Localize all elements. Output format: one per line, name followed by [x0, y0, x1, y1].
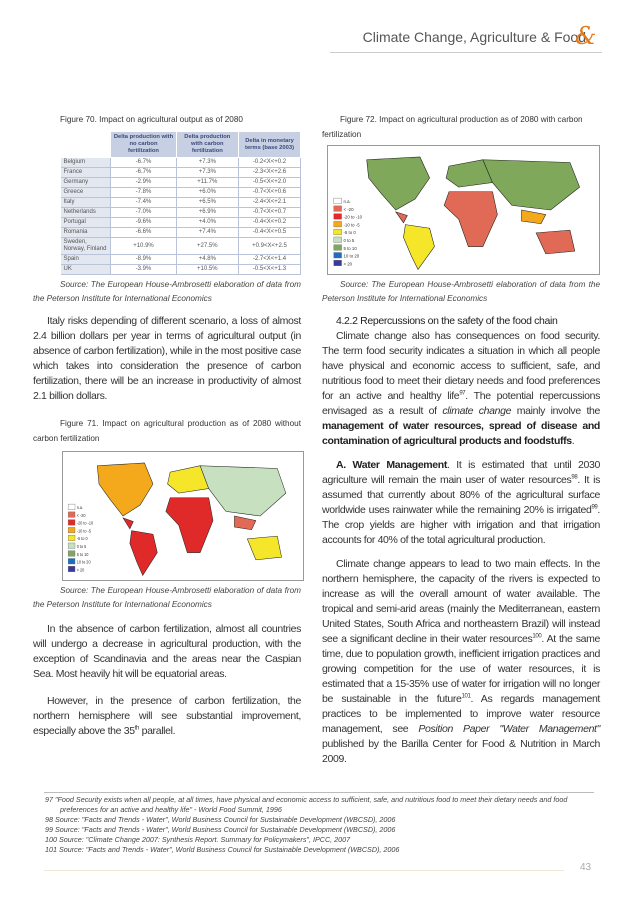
legend-item — [334, 237, 355, 243]
value-cell: -2.4<X<+2.1 — [239, 198, 301, 208]
legend-item — [68, 520, 94, 526]
value-cell: +27.5% — [176, 238, 238, 255]
legend-label: > 20 — [76, 567, 85, 573]
figure-71-source: Source: The European House-Ambrosetti elaboration of data from the Peterson Institute for International Economics — [33, 586, 301, 609]
legend-label: > 20 — [343, 261, 353, 267]
legend-label: n.a. — [343, 199, 351, 205]
column-header: Delta production with carbon fertilization — [176, 132, 238, 158]
value-cell: -9.6% — [111, 218, 176, 228]
value-cell: +10.9% — [111, 238, 176, 255]
table-row — [61, 168, 301, 178]
map-region-south-america — [403, 225, 434, 270]
value-cell: -7.8% — [111, 188, 176, 198]
figure-70-source: Source: The European House-Ambrosetti elaboration of data from the Peterson Institute for International Economics — [33, 280, 301, 303]
value-cell: -6.7% — [111, 158, 176, 168]
figure-72-caption: Figure 72. Impact on agricultural production as of 2080 with carbon fertilization — [322, 115, 583, 139]
paragraph-climate-effects: Climate change appears to lead to two main effects. In the northern hemisphere, the capacity of the rivers is expected to increase as will the overall amount of water available. The tropical and semi-arid areas (mainly the Mediterranean, eastern United States, South Africa and northeastern Brazil) will instead see a significant decline in their water resources$^{100}$. At the same time, due to population growth, inefficient irrigation practices and growing competition for the use of water resources, it is estimated that a 15-35% use of water for irrigation will no longer be sustainable in the future$^{101}$. As regards management practices to be implemented to improve water resource management, see Position Paper "Water Management" published by the Barilla Center for Food & Nutrition in March 2009. — [322, 558, 601, 765]
legend-swatch — [334, 214, 342, 219]
legend-item — [68, 512, 86, 518]
figure-72-map — [327, 145, 600, 275]
value-cell: -0.4<X<+0.2 — [239, 218, 301, 228]
country-cell: Sweden, Norway, Finland — [61, 238, 111, 255]
legend-label: -5 to 0 — [343, 230, 356, 236]
legend-swatch — [68, 504, 75, 509]
value-cell: +6.0% — [176, 188, 238, 198]
legend-label: -20 to -10 — [76, 520, 94, 526]
legend-item — [68, 527, 92, 533]
paragraph-no-carbon: In the absence of carbon fertilization, almost all countries will undergo a decrease in agricultural production, with the exception of Scandinavia and the areas near the Caspian Sea. Most heavily hit will be equatorial areas. — [33, 623, 301, 680]
legend-item — [334, 214, 363, 220]
legend-label: 10 to 20 — [76, 559, 91, 565]
value-cell: -0.4<X<+0.5 — [239, 228, 301, 238]
footnotes — [45, 795, 590, 855]
map-region-central-america — [396, 212, 408, 223]
map-region-north-america — [97, 463, 153, 516]
footnote-divider — [44, 792, 594, 793]
legend-label: 10 to 20 — [343, 253, 360, 259]
legend-label: < -20 — [343, 207, 354, 212]
map-region-australia — [247, 536, 281, 560]
legend-label: 5 to 10 — [76, 551, 89, 557]
column-header — [61, 132, 111, 158]
value-cell: -7.0% — [111, 208, 176, 218]
legend-swatch — [334, 253, 342, 258]
table-row — [61, 238, 301, 255]
footer-divider — [44, 870, 564, 871]
legend-swatch — [68, 559, 75, 564]
legend-item — [334, 221, 361, 227]
table-row — [61, 198, 301, 208]
legend-swatch — [68, 551, 75, 556]
figure-72-source: Source: The European House-Ambrosetti elaboration of data from the Peterson Institute for International Economics — [322, 280, 600, 303]
value-cell: -0.7<X<+0.6 — [239, 188, 301, 198]
table-row — [61, 265, 301, 275]
country-cell: Germany — [61, 178, 111, 188]
legend-item — [334, 260, 353, 266]
country-cell: Belgium — [61, 158, 111, 168]
section-heading: 4.2.2 Repercussions on the safety of the food chain — [336, 315, 558, 327]
paragraph-with-carbon: However, in the presence of carbon fertilization, the northern hemisphere will see substantial improvement, especially above the 35th parallel. — [33, 695, 301, 737]
figure-71-map — [62, 451, 304, 581]
value-cell: +0.9<X<+2.5 — [239, 238, 301, 255]
table-row — [61, 218, 301, 228]
map-region-africa — [444, 192, 497, 247]
logo-ampersand: & — [575, 22, 597, 50]
footnote: 97 "Food Security exists when all people, at all times, have physical and economic access to sufficient, safe, and nutritious food to meet their dietary needs and food preferences for an active and healthy life" - World Food Summit, 1996 — [45, 795, 568, 814]
value-cell: -2.3<X<+2.6 — [239, 168, 301, 178]
column-header: Delta production with no carbon fertilization — [111, 132, 176, 158]
legend-item — [334, 206, 354, 212]
value-cell: +11.7% — [176, 178, 238, 188]
legend-swatch — [68, 566, 75, 571]
map-region-north-america — [367, 157, 430, 210]
figure-70-caption: Figure 70. Impact on agricultural output as of 2080 — [60, 115, 243, 124]
legend-label: n.a. — [76, 505, 84, 511]
map-region-asia — [483, 160, 580, 210]
value-cell: +10.5% — [176, 265, 238, 275]
value-cell: -8.9% — [111, 255, 176, 265]
value-cell: +7.3% — [176, 168, 238, 178]
table-row — [61, 255, 301, 265]
value-cell: -0.2<X<+0.2 — [239, 158, 301, 168]
legend-swatch — [334, 237, 342, 242]
table-row — [61, 228, 301, 238]
legend-swatch — [68, 527, 75, 532]
map-region-central-america — [123, 518, 133, 529]
legend-swatch — [334, 229, 342, 234]
table-row — [61, 178, 301, 188]
table-row — [61, 158, 301, 168]
left-column — [33, 112, 301, 739]
country-cell: UK — [61, 265, 111, 275]
country-cell: Italy — [61, 198, 111, 208]
running-header: Climate Change, Agriculture & Food — [362, 29, 586, 45]
country-cell: Netherlands — [61, 208, 111, 218]
map-region-south-east-asia — [234, 516, 255, 530]
map-region-australia — [536, 230, 575, 254]
legend-item — [68, 535, 88, 541]
footnote: 98 Source: "Facts and Trends - Water", World Business Council for Sustainable Development (WBCSD), 2006 — [45, 815, 396, 824]
legend-swatch — [334, 206, 342, 211]
value-cell: +7.4% — [176, 228, 238, 238]
footnote: 100 Source: "Climate Change 2007: Synthesis Report. Summary for Policymakers", IPCC, 2007 — [45, 835, 351, 844]
table-row — [61, 208, 301, 218]
value-cell: -2.7<X<+1.4 — [239, 255, 301, 265]
value-cell: -6.6% — [111, 228, 176, 238]
legend-swatch — [68, 520, 75, 525]
legend-label: -10 to -5 — [343, 222, 360, 228]
value-cell: -0.5<X<+1.3 — [239, 265, 301, 275]
legend-item — [68, 559, 91, 565]
legend-label: -5 to 0 — [76, 536, 88, 542]
value-cell: +7.3% — [176, 158, 238, 168]
value-cell: +6.9% — [176, 208, 238, 218]
legend-item — [68, 543, 87, 549]
paragraph-water-management: A. Water Management. It is estimated that until 2030 agriculture will remain the main user of water resources$^{98}$. It is assumed that currently about 80% of the agricultural surface worldwide uses rainwater while the remaining 20% is irrigated$^{99}$. The crop yields are higher with irrigation and that irrigation accounts for 40% of the total agricultural production. — [322, 459, 600, 546]
legend-swatch — [68, 512, 75, 517]
value-cell: +4.0% — [176, 218, 238, 228]
legend-label: < -20 — [76, 512, 86, 518]
footnote: 101 Source: "Facts and Trends - Water", World Business Council for Sustainable Development (WBCSD), 2006 — [45, 845, 400, 854]
legend-swatch — [334, 221, 342, 226]
table-row — [61, 188, 301, 198]
paragraph-italy: Italy risks depending of different scenario, a loss of almost 2.4 billion dollars per year in terms of agricultural output (in absence of carbon fertilization), while in the most positive case which takes into consideration the presence of carbon fertilization, there will be an increase in productivity of almost 2.1 billion dollars. — [33, 315, 301, 402]
value-cell: -3.9% — [111, 265, 176, 275]
legend-label: -10 to -5 — [76, 528, 92, 534]
legend-swatch — [68, 543, 75, 548]
value-cell: +4.8% — [176, 255, 238, 265]
legend-label: 5 to 10 — [343, 245, 357, 251]
footnote: 99 Source: "Facts and Trends - Water", World Business Council for Sustainable Development (WBCSD), 2006 — [45, 825, 396, 834]
map-region-asia — [200, 466, 286, 516]
figure-71-caption: Figure 71. Impact on agricultural production as of 2080 without carbon fertilization — [33, 419, 301, 443]
value-cell: -7.4% — [111, 198, 176, 208]
legend-swatch — [334, 260, 342, 265]
right-column — [322, 112, 600, 767]
country-cell: Greece — [61, 188, 111, 198]
legend-label: 0 to 5 — [76, 543, 87, 550]
country-cell: France — [61, 168, 111, 178]
legend-label: -20 to -10 — [343, 214, 363, 220]
legend-item — [68, 566, 85, 572]
map-region-south-east-asia — [522, 210, 546, 224]
map-region-south-america — [130, 531, 157, 576]
value-cell: -6.7% — [111, 168, 176, 178]
figure-70-table — [60, 131, 301, 275]
value-cell: -0.5<X<+2.0 — [239, 178, 301, 188]
legend-swatch — [334, 198, 342, 203]
legend-label: 0 to 5 — [343, 238, 355, 243]
page-number: 43 — [580, 862, 592, 873]
legend-item — [334, 229, 357, 235]
value-cell: +6.5% — [176, 198, 238, 208]
legend-swatch — [334, 245, 342, 250]
header-divider — [330, 52, 602, 53]
value-cell: -2.9% — [111, 178, 176, 188]
legend-swatch — [68, 535, 75, 540]
map-region-africa — [166, 498, 213, 553]
legend-item — [68, 551, 89, 557]
paragraph-food-security: Climate change also has consequences on food security. The term food security indicates a situation in which all people have physical and economic access to sufficient, safe, and nutritious food to meet their dietary needs and food preferences for an active and healthy life$^{97}$. The potential repercussions envisaged as a result of climate change mainly involve the management of water resources, spread of disease and contamination of agricultural products and foodstuffs. — [322, 330, 601, 447]
legend-item — [334, 253, 360, 259]
column-header: Delta in monetary terms (base 2003) — [239, 132, 301, 158]
country-cell: Romania — [61, 228, 111, 238]
legend-item — [334, 245, 358, 251]
value-cell: -0.7<X<+0.7 — [239, 208, 301, 218]
country-cell: Spain — [61, 255, 111, 265]
country-cell: Portugal — [61, 218, 111, 228]
